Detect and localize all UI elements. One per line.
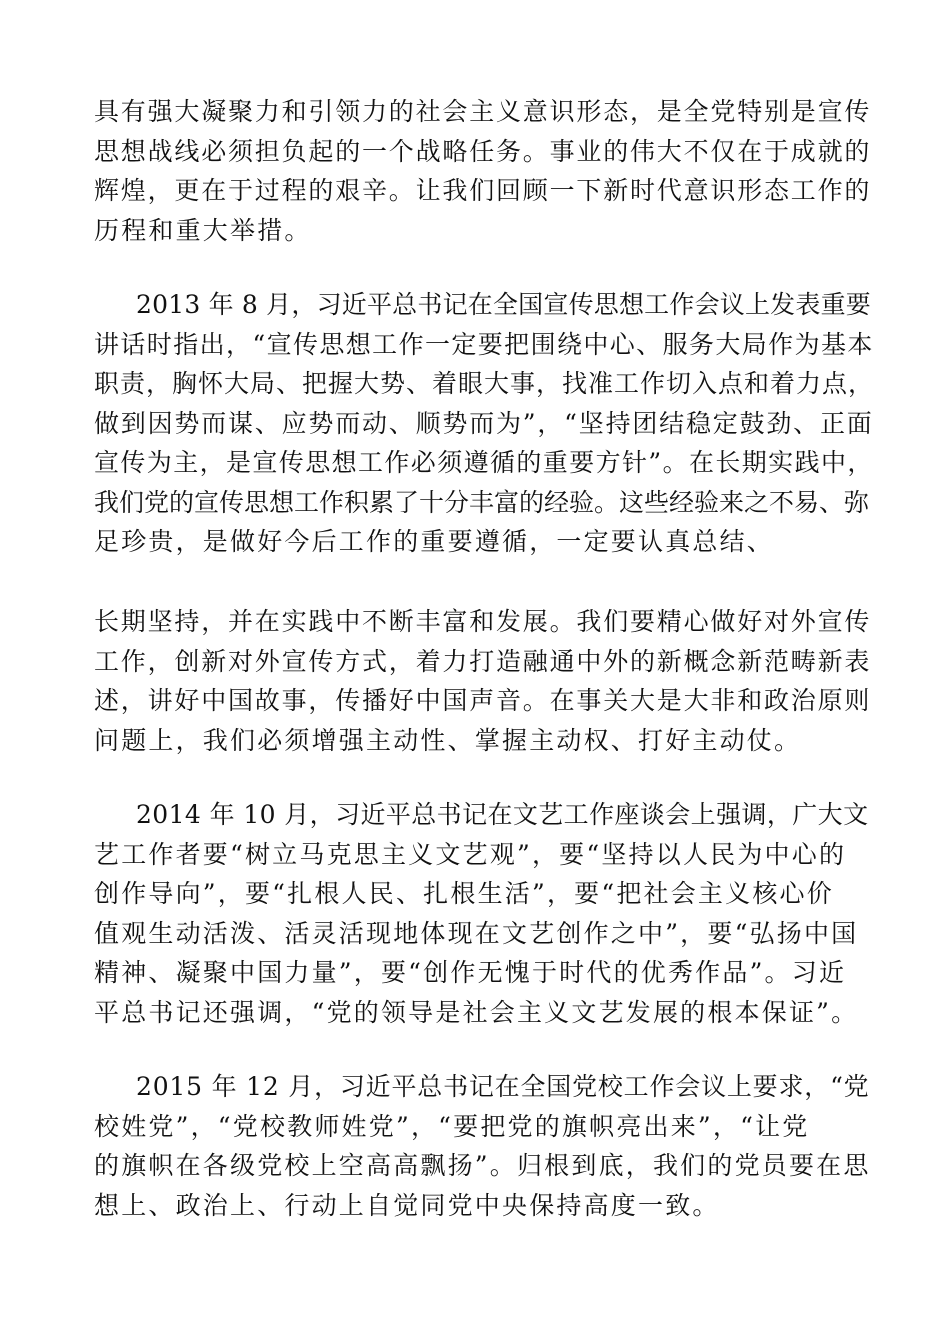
text-line: 历程和重大举措。: [94, 215, 312, 245]
text-line: 创作导向”，要“扎根人民、扎根生活”，要“把社会主义核心价: [94, 879, 834, 908]
text-line: 具有强大凝聚力和引领力的社会主义意识形态，是全党特别是宣传: [94, 97, 872, 126]
text-line: 足珍贵，是做好今后工作的重要遵循，一定要认真总结、: [94, 527, 775, 556]
text-line: 2014 年 10 月，习近平总书记在文艺工作座谈会上强调，广大文: [136, 800, 869, 829]
text-line: 想上、政治上、行动上自觉同党中央保持高度一致。: [94, 1190, 720, 1220]
text-line: 工作，创新对外宣传方式，着力打造融通中外的新概念新范畴新表: [94, 646, 872, 676]
text-line: 述，讲好中国故事，传播好中国声音。在事关大是大非和政治原则: [94, 686, 872, 715]
text-line: 讲话时指出，“宣传思想工作一定要把围绕中心、服务大局作为基本: [94, 329, 874, 359]
text-line: 平总书记还强调，“党的领导是社会主义文艺发展的根本保证”。: [94, 997, 859, 1027]
text-line: 2013 年 8 月，习近平总书记在全国宣传思想工作会议上发表重要: [136, 290, 871, 319]
text-line: 的旗帜在各级党校上空高高飘扬”。归根到底，我们的党员要在思: [94, 1151, 871, 1180]
paragraph-2014: [94, 795, 874, 1032]
text-line: 艺工作者要“树立马克思主义文艺观”，要“坚持以人民为中心的: [94, 839, 847, 869]
paragraph-2015: [94, 1067, 874, 1225]
text-line: 做到因势而谋、应势而动、顺势而为”，“坚持团结稳定鼓劲、正面: [94, 408, 874, 438]
paragraph-continuation: [94, 602, 874, 760]
text-line: 辉煌，更在于过程的艰辛。让我们回顾一下新时代意识形态工作的: [94, 176, 872, 205]
text-line: 精神、凝聚中国力量”，要“创作无愧于时代的优秀作品”。习近: [94, 958, 847, 987]
text-line: 问题上，我们必须增强主动性、掌握主动权、打好主动仗。: [94, 725, 802, 755]
paragraph-intro: [94, 92, 874, 250]
text-line: 2015 年 12 月，习近平总书记在全国党校工作会议上要求，“党: [136, 1072, 870, 1101]
paragraph-2013: [94, 285, 874, 562]
text-line: 值观生动活泼、活灵活现地体现在文艺创作之中”，要“弘扬中国: [94, 918, 859, 948]
text-line: 校姓党”，“党校教师姓党”，“要把党的旗帜亮出来”，“让党: [94, 1111, 810, 1141]
text-line: 宣传为主，是宣传思想工作必须遵循的重要方针”。在长期实践中，: [94, 448, 874, 477]
text-line: 我们党的宣传思想工作积累了十分丰富的经验。这些经验来之不易、弥: [94, 487, 870, 517]
text-line: 思想战线必须担负起的一个战略任务。事业的伟大不仅在于成就的: [94, 136, 872, 166]
text-line: 长期坚持，并在实践中不断丰富和发展。我们要精心做好对外宣传: [94, 607, 872, 636]
text-line: 职责，胸怀大局、把握大势、着眼大事，找准工作切入点和着力点，: [94, 369, 875, 398]
